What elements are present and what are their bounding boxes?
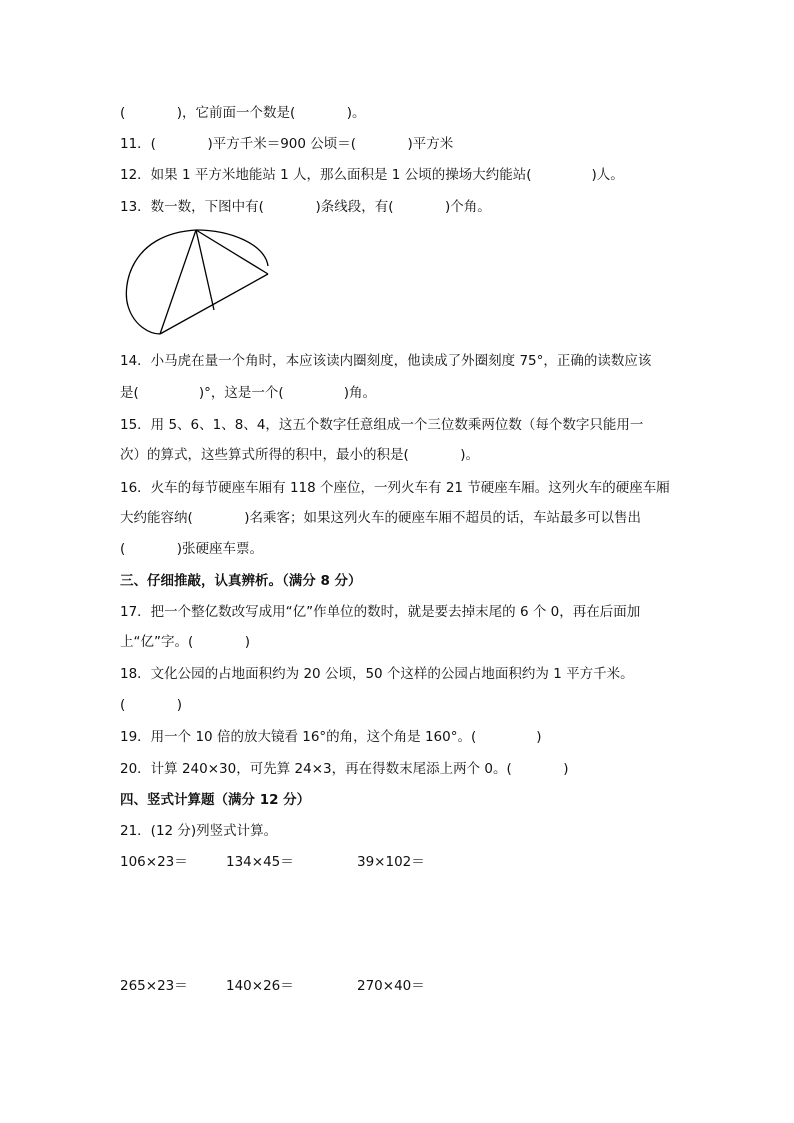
question-20: 20．计算 240×30，可先算 24×3，再在得数末尾添上两个 0。( ) xyxy=(120,761,569,777)
question-12: 12．如果 1 平方米地能站 1 人，那么面积是 1 公顷的操场大约能站( )人。 xyxy=(120,167,624,183)
question-18-line-2: ( ) xyxy=(120,697,183,713)
line-l0: ( )，它前面一个数是( )。 xyxy=(120,105,366,121)
question-15-line-1: 15．用 5、6、1、8、4，这五个数字任意组成一个三位数乘两位数（每个数字只能用一 xyxy=(120,417,644,433)
figure-line-3 xyxy=(196,230,268,274)
question-19: 19．用一个 10 倍的放大镜看 16°的角，这个角是 160°。( ) xyxy=(120,729,542,745)
question-15-line-2: 次）的算式，这些算式所得的积中，最小的积是( )。 xyxy=(120,447,480,463)
semicircle-figure xyxy=(120,226,280,338)
question-21: 21．(12 分)列竖式计算。 xyxy=(120,823,278,839)
calc-6: 270×40＝ xyxy=(357,978,425,994)
question-14-line-1: 14．小马虎在量一个角时，本应该读内圈刻度，他读成了外圈刻度 75°，正确的读数应该 xyxy=(120,353,652,369)
figure-line-2 xyxy=(196,230,214,310)
question-16-line-3: ( )张硬座车票。 xyxy=(120,541,264,557)
question-14-line-2: 是( )°，这是一个( )角。 xyxy=(120,385,376,401)
question-13: 13．数一数，下图中有( )条线段，有( )个角。 xyxy=(120,199,491,215)
figure-arc-right xyxy=(196,230,268,266)
calc-2: 134×45＝ xyxy=(226,854,294,870)
section-3-heading: 三、仔细推敲，认真辨析。（满分 8 分） xyxy=(120,573,362,589)
calc-1: 106×23＝ xyxy=(120,854,188,870)
question-18-line-1: 18．文化公园的占地面积约为 20 公顷，50 个这样的公园占地面积约为 1 平方千米。 xyxy=(120,666,634,682)
question-17-line-2: 上“亿”字。( ) xyxy=(120,634,251,650)
calc-5: 140×26＝ xyxy=(226,978,294,994)
figure-arc xyxy=(126,230,196,334)
calc-4: 265×23＝ xyxy=(120,978,188,994)
question-16-line-1: 16．火车的每节硬座车厢有 118 个座位，一列火车有 21 节硬座车厢。这列火车的硬座车厢 xyxy=(120,480,670,496)
figure-line-1 xyxy=(160,230,196,334)
figure-chord xyxy=(160,274,268,334)
section-4-heading: 四、竖式计算题（满分 12 分） xyxy=(120,792,311,808)
calc-3: 39×102＝ xyxy=(357,854,425,870)
question-16-line-2: 大约能容纳( )名乘客；如果这列火车的硬座车厢不超员的话，车站最多可以售出 xyxy=(120,510,642,526)
question-11: 11．( )平方千米＝900 公顷＝( )平方米 xyxy=(120,136,454,152)
question-17-line-1: 17．把一个整亿数改写成用“亿”作单位的数时，就是要去掉末尾的 6 个 0，再在后面加 xyxy=(120,604,641,620)
